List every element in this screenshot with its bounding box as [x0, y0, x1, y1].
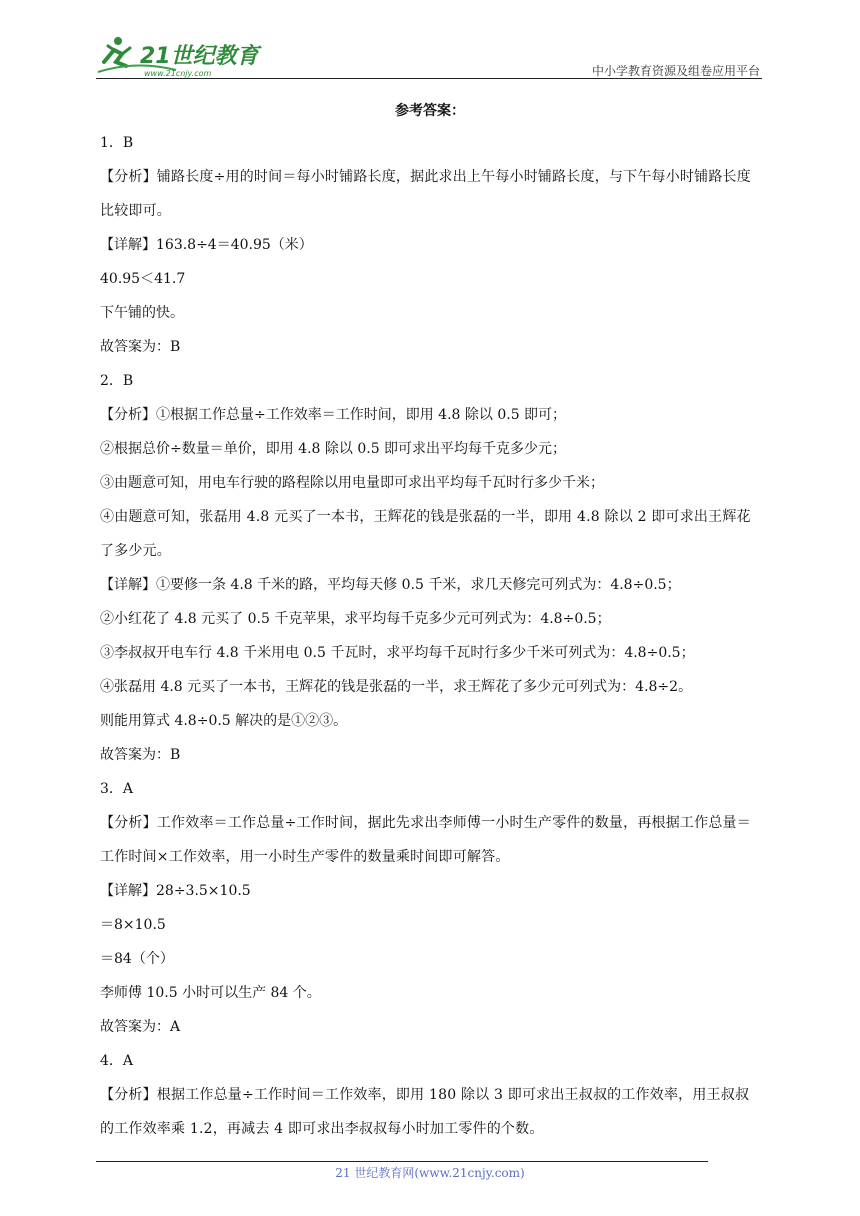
answer-line: 【详解】163.8÷4＝40.95（米） — [100, 237, 313, 253]
page-title: 参考答案： — [395, 103, 465, 119]
site-logo — [96, 32, 266, 80]
svg-text:21世纪教育: 21世纪教育 — [140, 44, 259, 69]
answer-line: 故答案为：B — [100, 339, 181, 355]
analysis-text: 【分析】铺路长度÷用的时间＝每小时铺路长度，据此求出上午每小时铺路长度，与下午每小时铺路长度比较即可。 — [100, 169, 751, 219]
answer-line: 3．A — [100, 781, 134, 797]
answer-line: 李师傅 10.5 小时可以生产 84 个。 — [100, 985, 321, 1001]
analysis-text: 【分析】根据工作总量÷工作时间＝工作效率，即用 180 除以 3 即可求出王叔叔的工作效率，用王叔叔的工作效率乘 1.2，再减去 4 即可求出李叔叔每小时加工零件的个数。 — [100, 1087, 750, 1137]
answer-line: ④张磊用 4.8 元买了一本书，王辉花的钱是张磊的一半，求王辉花了多少元可列式为：4.8÷2。 — [100, 679, 693, 695]
answer-content — [100, 96, 760, 1146]
answer-line: ③李叔叔开电车行 4.8 千米用电 0.5 千瓦时，求平均每千瓦时行多少千米可列式为：4.8÷0.5； — [100, 645, 695, 661]
header-divider — [96, 78, 762, 79]
footer-divider — [96, 1161, 708, 1162]
answer-line: 故答案为：A — [100, 1019, 181, 1035]
svg-text:www.21cnjy.com: www.21cnjy.com — [144, 69, 212, 78]
answer-line: ＝8×10.5 — [100, 917, 166, 933]
page-header — [96, 32, 764, 84]
platform-name: 中小学教育资源及组卷应用平台 — [591, 64, 760, 78]
answer-line: 【分析】①根据工作总量÷工作效率＝工作时间，即用 4.8 除以 0.5 即可； — [100, 407, 567, 423]
answer-line: 【详解】28÷3.5×10.5 — [100, 883, 251, 899]
answer-line: 1．B — [100, 135, 134, 151]
answer-line: 【详解】①要修一条 4.8 千米的路，平均每天修 0.5 千米，求几天修完可列式为：4.8÷0.5； — [100, 577, 681, 593]
answer-line: ＝84（个） — [100, 951, 174, 967]
analysis-text: ④由题意可知，张磊用 4.8 元买了一本书，王辉花的钱是张磊的一半，即用 4.8 除以 2 即可求出王辉花了多少元。 — [100, 509, 751, 559]
answer-line: 则能用算式 4.8÷0.5 解决的是①②③。 — [100, 713, 348, 729]
answer-line: ②根据总价÷数量＝单价，即用 4.8 除以 0.5 即可求出平均每千克多少元； — [100, 441, 567, 457]
answer-line: 故答案为：B — [100, 747, 181, 763]
answer-line: ②小红花了 4.8 元买了 0.5 千克苹果，求平均每千克多少元可列式为：4.8÷0.5； — [100, 611, 611, 627]
analysis-text: 【分析】工作效率＝工作总量÷工作时间，据此先求出李师傅一小时生产零件的数量，再根据工作总量＝工作时间×工作效率，用一小时生产零件的数量乘时间即可解答。 — [100, 815, 751, 865]
answer-line: 4．A — [100, 1053, 134, 1069]
runner-logo-icon — [96, 32, 266, 80]
answer-line: ③由题意可知，用电车行驶的路程除以用电量即可求出平均每千瓦时行多少千米； — [100, 475, 604, 491]
answer-line: 下午铺的快。 — [100, 305, 184, 321]
answer-line: 40.95＜41.7 — [100, 271, 186, 287]
page-footer: 21 世纪教育网(www.21cnjy.com) — [335, 1166, 525, 1180]
answer-line: 2．B — [100, 373, 134, 389]
